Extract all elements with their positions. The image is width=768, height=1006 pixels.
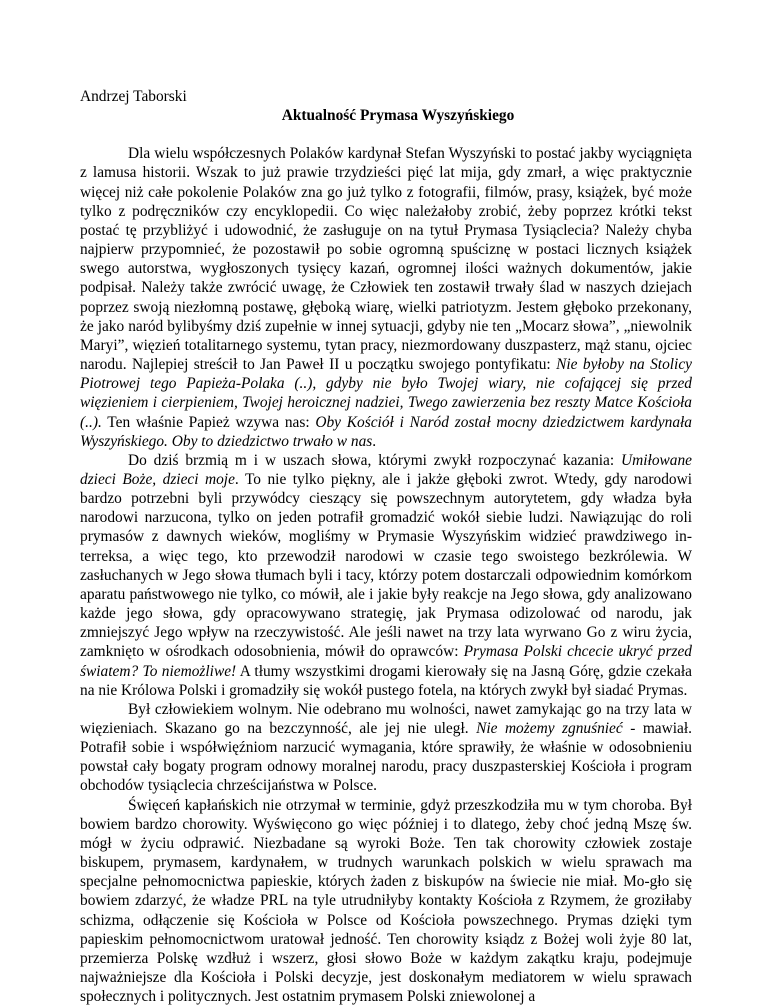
primate-quote: Prymasa Polski chcecie ukryć przed światem? To niemożliwe! xyxy=(80,643,692,680)
text-run: A tłumy wszystkimi drogami kierowały się na Jasną Górę, gdzie czekała na nie Królowa Polski i gromadziły się wokół pustego fotela, na których zwykł był siadać Prymas. xyxy=(80,662,692,699)
text-run: . To nie tylko piękny, ale i jakże głęboki zwrot. Wtedy, gdy narodowi bardzo potrzebni byli przywódcy cieszący się powszechnym autorytetem, gdy władza była narodowi narzucona, tylko on jeden potrafił gromadzić wokół siebie ludzi. Nawiązując do roli prymasów z dawnych wieków, mogliśmy w Prymasie Wyszyńskim widzieć prawdziwego in-terreksa, a więc tego, kto przewodził narodowi w czasie tego swoistego bezkrólewia. W zasłuchanych w Jego słowa tłumach byli i tacy, którzy potem dostarczali odpowiednim komórkom aparatu państwowego nie tylko, co mówił, ale i jakie były reakcje na Jego słowa, gdy analizowano każde jego słowa, gdy opracowywano strategię, jak Prymasa odizolować od narodu, jak zmniejszyć Jego wpływ na rzeczywistość. Ale jeśli nawet na trzy lata wyrwano Go z wiru życia, zamknięto w ośrodkach odosobnienia, mówił do oprawców: xyxy=(80,470,692,661)
paragraph-2 xyxy=(80,451,692,700)
paragraph-3 xyxy=(80,700,692,796)
paragraph-4 xyxy=(80,796,692,1006)
document-page xyxy=(80,87,692,1006)
papal-quote: Nie byłoby na Stolicy Piotrowej tego Papieża-Polaka (..), gdyby nie było Twojej wiary, nie cofającej się przed więzieniem i cierpieniem, Twojej heroicznej nadziei, Twego zawierzenia bez reszty Matce Kościoła (..). xyxy=(80,356,692,431)
document-title: Aktualność Prymasa Wyszyńskiego xyxy=(281,107,515,125)
text-run: - mawiał. Potrafił sobie i współwięźniom narzucić wymagania, które sprawiły, że właśnie w odosobnieniu powstał cały bogaty program odnowy moralnej narodu, pracy duszpasterskiej Kościoła i program obchodów tysiąclecia chrześcijaństwa w Polsce. xyxy=(80,720,692,795)
text-run: Był człowiekiem wolnym. Nie odebrano mu wolności, nawet zamykając go na trzy lata w więzieniach. Skazano go na bezczynność, ale jej nie uległ. xyxy=(80,700,692,737)
text-run: Dla wielu współczesnych Polaków kardynał Stefan Wyszyński to postać jakby wyciągnięta z lamusa historii. Wszak to już prawie trzydzieści pięć lat mija, gdy zmarł, a więc praktycznie więcej niż całe pokolenie Polaków zna go już tylko z fotografii, filmów, prasy, książek, być może tylko z podręczników czy encyklopedii. Co więc należałoby zrobić, żeby poprzez krótki tekst postać tę przybliżyć i udowodnić, że zasługuje on na tytuł Prymasa Tysiąclecia? Należy chyba najpierw przypomnieć, że pozostawił po sobie ogromną spuściznę w postaci licznych książek swego autorstwa, wygłoszonych tysięcy kazań, ogromnej ilości ważnych dokumentów, jakie podpisał. Należy także zwrócić uwagę, że Człowiek ten zostawił trwały ślad w naszych dziejach poprzez swoją niezłomną postawę, głęboką wiarę, wielki patriotyzm. Jestem głęboko przekonany, że jako naród bylibyśmy dziś zupełnie w innej sytuacji, gdyby nie ten „Mocarz słowa”, „niewolnik Maryi”, więzień totalitarnego systemu, tytan pracy, niezmordowany duszpasterz, mąż stanu, ojciec narodu. Najlepiej streścił to Jan Paweł II u początku swojego pontyfikatu: xyxy=(80,145,692,374)
author-name: Andrzej Taborski xyxy=(80,88,187,105)
sermon-quote: Umiłowane dzieci Boże, dzieci moje xyxy=(80,451,692,488)
text-run: Do dziś brzmią m i w uszach słowa, którymi zwykł rozpoczynać kazania: xyxy=(128,451,622,469)
text-run: . xyxy=(372,432,377,450)
primate-quote: Nie możemy zgnuśnieć xyxy=(476,720,623,737)
text-run: Święceń kapłańskich nie otrzymał w terminie, gdyż przeszkodziła mu w tym choroba. Był bowiem bardzo chorowity. Wyświęcono go więc później i to dlatego, żeby choć jedną Mszę św. mógł w życiu odprawić. Niezbadane są wyroki Boże. Ten tak chorowity człowiek zostaje biskupem, prymasem, kardynałem, w trudnych warunkach polskich w wielu sprawach ma specjalne pełnomocnictwa papieskie, których żaden z biskupów na świecie nie miał. Mo-gło się bowiem zdarzyć, że władze PRL na tyle utrudniłyby kontakty Kościoła z Rzymem, że groziłaby schizma, odłączenie się Kościoła w Polsce od Kościoła powszechnego. Prymas dzięki tym papieskim pełnomocnictwom uratował jedność. Ten chorowity ksiądz z Bożej woli żyje 80 lat, przemierza Polskę wzdłuż i wszerz, głosi słowo Boże w każdym zakątku kraju, podejmuje najważniejsze dla Kościoła i Polski decyzje, jest doskonałym mediatorem w wielu sprawach społecznych i politycznych. Jest ostatnim prymasem Polski zniewolonej a xyxy=(80,796,692,1006)
paragraph-1 xyxy=(80,144,692,451)
title-spacer xyxy=(80,125,692,144)
papal-quote: Oby Kościół i Naród został mocny dziedzictwem kardynała Wyszyńskiego. Oby to dziedzictwo trwało w nas xyxy=(80,413,692,450)
text-run: Ten właśnie Papież wzywa nas: xyxy=(101,413,316,431)
